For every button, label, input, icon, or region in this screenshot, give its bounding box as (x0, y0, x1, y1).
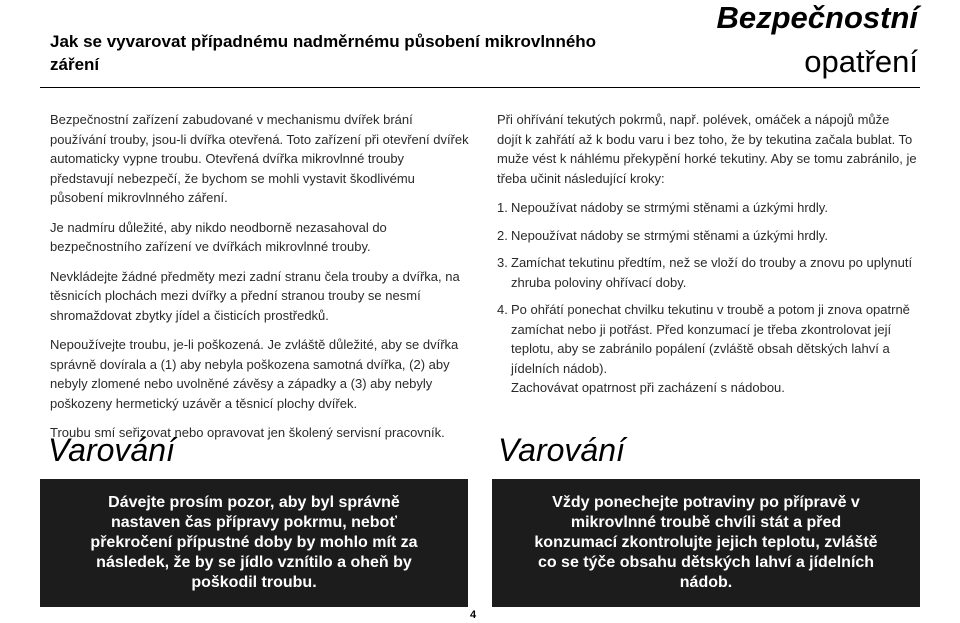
warning-heading-right: Varování (498, 432, 625, 468)
list-item-text: Nepoužívat nádoby se strmými stěnami a úzkými hrdly. (511, 200, 828, 215)
warning-heading-left: Varování (48, 432, 175, 468)
warning-box-left (40, 479, 468, 607)
page-number: 4 (470, 609, 477, 621)
section-title-line-1: Bezpečnostní (716, 0, 918, 35)
list-item-number: 1. (497, 200, 508, 215)
paragraph-liquids-intro: Při ohřívání tekutých pokrmů, např. polévek, omáček a nápojů může dojít k zahřátí až k bodu varu i bez toho, že by tekutina začala bublat. To muže vést k náhlému překypění horké tekutiny. Aby se tomu zabránilo, je třeba učinit následující kroky: (497, 112, 917, 186)
list-item-number: 2. (497, 227, 508, 243)
page-title: Jak se vyvarovat případnému nadměrnému působení mikrovlnného záření (50, 32, 597, 74)
list-item-text: Zamíchat tekutinu předtím, než se vloží do trouby a znovu po uplynutí zhruba poloviny ohřívací doby. (511, 255, 913, 290)
paragraph-damaged-oven: Nepoužívejte troubu, je-li poškozená. Je zvláště důležité, aby se dvířka správně dovírala a (1) aby nebyla poškozena samotná dvířka, (2) aby nebyly zlomené nebo uvolněné závěsy a západky a (3) aby nebyly poškozeny hermetický uzávěr a těsnicí plochy dvířek. (50, 337, 459, 411)
paragraph-no-tampering: Je nadmíru důležité, aby nikdo neodborně nezasahoval do bezpečnostního zařízení ve dvířkách mikrovlnné trouby. (50, 219, 387, 254)
warning-text-right: Vždy ponechejte potraviny po přípravě v mikrovlnné troubě chvíli stát a před konzumací zkontrolujte jejich teplotu, zvláště co se týče obsahu dětských lahví a jídelních nádob. (534, 494, 878, 591)
right-column (497, 110, 917, 406)
steps-list (497, 198, 917, 398)
left-column (50, 110, 470, 453)
list-item-number: 3. (497, 255, 508, 270)
list-item (497, 253, 917, 292)
list-item (497, 198, 917, 218)
paragraph-door-safety: Bezpečnostní zařízení zabudované v mechanismu dvířek brání používání trouby, jsou-li dvířka otevřená. Toto zařízení při otevření dvířek automaticky vypne troubu. Otevřená dvířka mikrovlnné trouby představují nebezpečí, že bychom se mohli vystavit škodlivému působení mikrovlnného záření. (50, 112, 469, 205)
warning-box-right (492, 479, 920, 607)
list-item-text: Nepoužívat nádoby se strmými stěnami a úzkými hrdly. (511, 227, 828, 243)
list-item-number: 4. (497, 302, 508, 317)
list-item-text: Po ohřátí ponechat chvilku tekutinu v troubě a potom ji znova opatrně zamíchat nebo ji potřást. Před konzumací je třeba zkontrolovat její teplotu, aby se zabránilo popálení (zvláště obsah dětských lahví a jídelních nádob). (511, 302, 910, 376)
section-title-line-2: opatření (804, 44, 918, 79)
header-divider (40, 87, 920, 88)
list-item-note: Zachovávat opatrnost při zacházení s nádobou. (511, 380, 785, 395)
paragraph-service: Troubu smí seřizovat nebo opravovat jen školený servisní pracovník. (50, 425, 445, 440)
list-item (497, 226, 917, 246)
warning-text-left: Dávejte prosím pozor, aby byl správně nastaven čas přípravy pokrmu, neboť překročení přípustné doby by mohlo mít za následek, že by se jídlo vznítilo a oheň by poškodil troubu. (90, 494, 418, 591)
paragraph-no-objects: Nevkládejte žádné předměty mezi zadní stranu čela trouby a dvířka, na těsnicích plochách mezi dvířky a přední stranou trouby se nesmí shromaždovat zbytky jídel a čisticích prostředků. (50, 268, 460, 323)
list-item (497, 300, 917, 398)
